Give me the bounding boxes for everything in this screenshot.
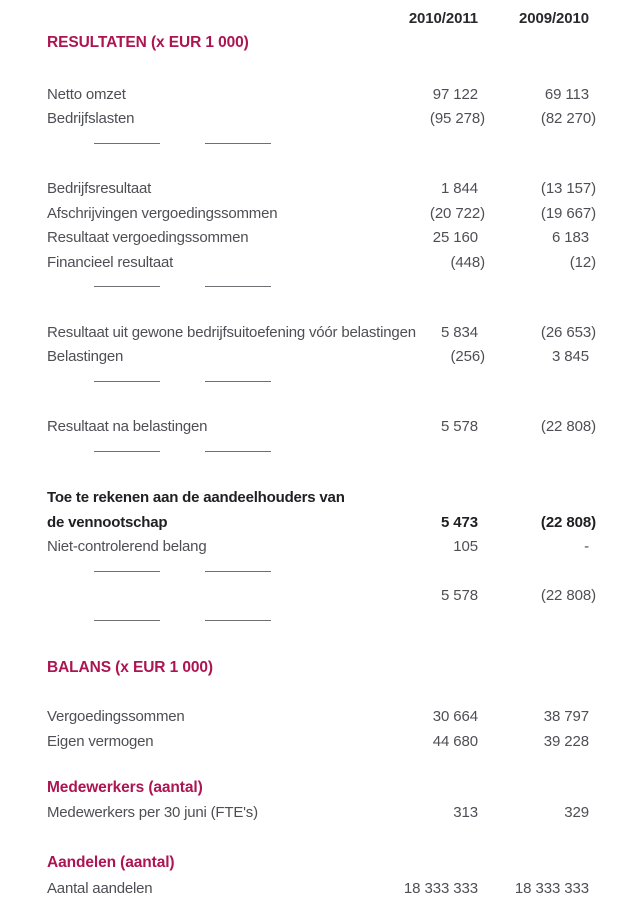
table-row (47, 729, 596, 754)
table-row (47, 82, 596, 107)
value-2009-2010: (22 808) (540, 587, 596, 605)
value-2009-2010: (13 157) (540, 180, 596, 198)
table-row (47, 415, 596, 440)
spacer (47, 825, 596, 850)
row-label: de vennootschap (47, 513, 168, 531)
spacer (47, 156, 596, 177)
row-label: Resultaat uit gewone bedrijfsuitoefening vóór belastingen (47, 323, 416, 341)
value-2009-2010: (22 808) (540, 418, 596, 436)
divider-row (47, 559, 596, 584)
divider-row (47, 439, 596, 464)
value-2009-2010: (22 808) (540, 513, 596, 531)
value-2010-2011: 5 578 (440, 418, 478, 436)
divider-cell-col2 (167, 381, 278, 382)
value-2010-2011: (95 278) (429, 110, 485, 128)
spacer (47, 633, 596, 655)
divider-cell-col2 (167, 451, 278, 452)
sum-divider-line (205, 451, 271, 452)
row-label: Vergoedingssommen (47, 708, 185, 726)
sum-divider-line (94, 571, 160, 572)
value-2009-2010: 69 113 (544, 85, 589, 103)
value-2009-2010: (19 667) (540, 204, 596, 222)
value-2010-2011: (20 722) (429, 204, 485, 222)
value-2010-2011: 44 680 (432, 732, 478, 750)
value-2009-2010: (26 653) (540, 323, 596, 341)
divider-row (47, 608, 596, 633)
value-2009-2010: 18 333 333 (514, 879, 589, 897)
value-2010-2011: 105 (453, 538, 478, 556)
divider-cell-col1 (47, 451, 167, 452)
row-label: Niet-controlerend belang (47, 538, 207, 556)
divider-cell-col1 (47, 620, 167, 621)
row-label: Netto omzet (47, 85, 126, 103)
divider-cell-col1 (47, 143, 167, 144)
value-2010-2011: 5 578 (440, 587, 478, 605)
row-label: Resultaat na belastingen (47, 418, 208, 436)
table-row (47, 584, 596, 609)
value-2009-2010: 6 183 (551, 229, 589, 247)
spacer (47, 681, 596, 705)
divider-row (47, 275, 596, 300)
sum-divider-line (205, 381, 271, 382)
divider-cell-col2 (167, 571, 278, 572)
value-2010-2011: 97 122 (432, 85, 478, 103)
spacer (47, 754, 596, 775)
row-label: Bedrijfslasten (47, 110, 135, 128)
table-row (47, 876, 596, 901)
row-label: Belastingen (47, 348, 124, 366)
sum-divider-line (94, 451, 160, 452)
value-2010-2011: 313 (453, 804, 478, 822)
sum-divider-line (94, 620, 160, 621)
table-row (47, 320, 596, 345)
sum-divider-line (205, 620, 271, 621)
section-heading: Aandelen (aantal) (47, 854, 175, 871)
row-label: Aantal aandelen (47, 879, 153, 897)
sum-divider-line (205, 286, 271, 287)
value-2009-2010: 39 228 (543, 732, 589, 750)
table-row (47, 801, 596, 826)
table-row (47, 201, 596, 226)
sum-divider-line (205, 571, 271, 572)
divider-cell-col2 (167, 286, 278, 287)
value-2009-2010: (82 270) (540, 110, 596, 128)
spacer (47, 56, 596, 82)
row-label: Resultaat vergoedingssommen (47, 229, 249, 247)
section-heading: Medewerkers (aantal) (47, 778, 203, 796)
column-header-2010-2011: 2010/2011 (408, 9, 478, 27)
sum-divider-line (94, 286, 160, 287)
divider-row (47, 131, 596, 156)
row-label: Afschrijvingen vergoedingssommen (47, 204, 278, 222)
section-heading: BALANS (x EUR 1 000) (47, 658, 213, 676)
value-2010-2011: (256) (450, 348, 485, 366)
spacer (47, 394, 596, 415)
sum-divider-line (205, 143, 271, 144)
value-2010-2011: 30 664 (432, 708, 478, 726)
divider-row (47, 369, 596, 394)
value-2009-2010: 38 797 (543, 708, 589, 726)
value-2010-2011: 1 844 (440, 180, 478, 198)
divider-cell-col2 (167, 143, 278, 144)
table-row (47, 486, 596, 511)
table-row (47, 107, 596, 132)
sum-divider-line (94, 143, 160, 144)
sum-divider-line (94, 381, 160, 382)
section-heading: RESULTATEN (x EUR 1 000) (47, 34, 249, 51)
table-row (47, 705, 596, 730)
value-2010-2011: 18 333 333 (403, 879, 478, 897)
value-2010-2011: (448) (450, 253, 485, 271)
value-2009-2010: 3 845 (551, 348, 589, 366)
divider-cell-col1 (47, 381, 167, 382)
table-row (47, 345, 596, 370)
table-row (47, 177, 596, 202)
row-label: Medewerkers per 30 juni (FTE's) (47, 804, 258, 822)
row-label: Toe te rekenen aan de aandeelhouders van (47, 489, 345, 507)
divider-cell-col1 (47, 571, 167, 572)
value-2009-2010: (12) (569, 253, 596, 271)
table-row (47, 250, 596, 275)
row-label: Bedrijfsresultaat (47, 180, 152, 198)
value-2010-2011: 25 160 (432, 229, 478, 247)
spacer (47, 299, 596, 320)
divider-cell-col1 (47, 286, 167, 287)
table-row (47, 510, 596, 535)
column-headers-row (47, 6, 596, 30)
spacer (47, 464, 596, 486)
column-header-2009-2010: 2009/2010 (518, 9, 589, 27)
table-row (47, 535, 596, 560)
divider-cell-col2 (167, 620, 278, 621)
financial-table (47, 30, 596, 901)
value-2009-2010: 329 (564, 804, 589, 822)
row-label: Eigen vermogen (47, 732, 154, 750)
row-label: Financieel resultaat (47, 253, 174, 271)
value-2010-2011: 5 834 (440, 323, 478, 341)
table-row (47, 226, 596, 251)
value-2010-2011: 5 473 (440, 513, 478, 531)
value-2009-2010: - (584, 538, 589, 556)
